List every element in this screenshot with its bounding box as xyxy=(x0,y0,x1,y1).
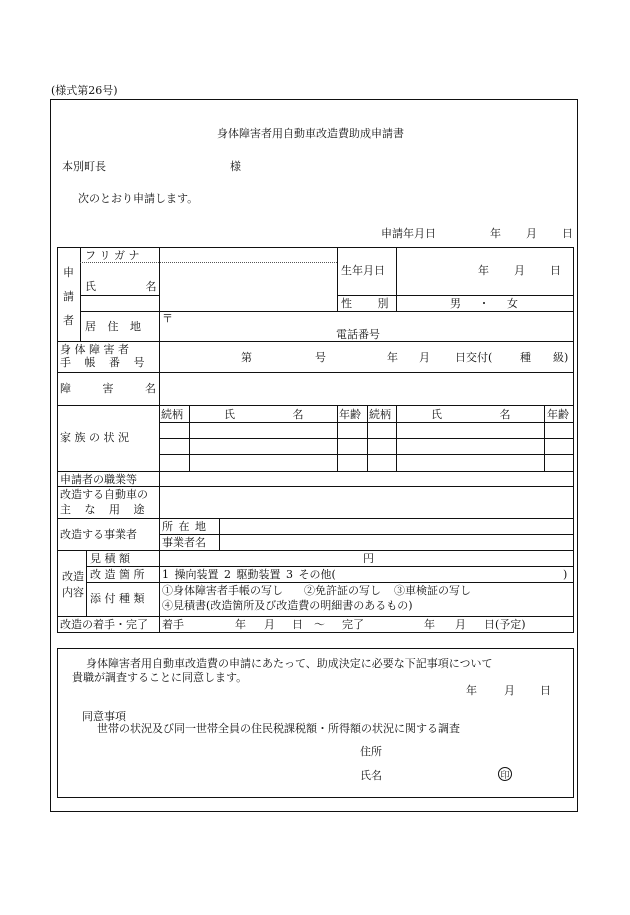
family-col-relation-2: 続柄 xyxy=(369,408,391,421)
furigana-label: フ リ ガ ナ xyxy=(85,249,140,262)
sex-label: 性 別 xyxy=(341,297,389,310)
family-col-name-1: 氏 名 xyxy=(224,408,304,421)
schedule-start: 着手 xyxy=(162,618,184,631)
schedule-start-year: 年 xyxy=(235,618,246,631)
phone-label: 電話番号 xyxy=(336,328,380,341)
estimate-yen: 円 xyxy=(363,552,374,565)
occupation-label: 申請者の職業等 xyxy=(60,473,137,486)
consent-text-line2: 貴職が調査することに同意します。 xyxy=(72,671,248,684)
form-title: 身体障害者用自動車改造費助成申請書 xyxy=(217,127,404,140)
consent-year: 年 xyxy=(466,684,477,697)
contractor-location-label: 所 在 地 xyxy=(162,520,206,533)
disability-name-label: 障 害 名 xyxy=(60,382,156,395)
birth-day: 日 xyxy=(550,264,561,277)
sex-options: 男 ・ 女 xyxy=(450,297,518,310)
intro-text: 次のとおり申請します。 xyxy=(78,192,199,205)
application-date-month: 月 xyxy=(526,227,537,240)
attachment-2: ②免許証の写し xyxy=(304,584,381,597)
schedule-tilde: 〜 xyxy=(314,618,325,631)
consent-item: 世帯の状況及び同一世帯全員の住民税課税額・所得額の状況に関する調査 xyxy=(97,722,460,735)
handbook-issued: 日交付( xyxy=(455,351,493,364)
addressee-name: 本別町長 xyxy=(62,160,106,173)
schedule-complete-day: 日(予定) xyxy=(484,618,526,631)
details-group-line1: 改造 xyxy=(62,570,84,583)
contractor-label: 改造する事業者 xyxy=(60,528,137,541)
handbook-year: 年 xyxy=(387,351,398,364)
attachment-3: ③車検証の写し xyxy=(394,584,471,597)
family-col-age-2: 年齢 xyxy=(547,408,569,421)
name-label: 氏 名 xyxy=(85,280,157,293)
attachment-4: ④見積書(改造箇所及び改造費の明細書のあるもの) xyxy=(162,599,413,612)
family-col-relation-1: 続柄 xyxy=(161,408,183,421)
application-date-year: 年 xyxy=(490,227,501,240)
handbook-label-line2: 手 帳 番 号 xyxy=(60,356,145,369)
schedule-complete-month: 月 xyxy=(455,618,466,631)
modification-location-options: 1 操向装置 2 駆動装置 3 その他( xyxy=(162,568,336,581)
schedule-start-day: 日 xyxy=(292,618,303,631)
family-col-name-2: 氏 名 xyxy=(431,408,511,421)
applicant-group-char-3: 者 xyxy=(63,314,74,327)
birth-date-label: 生年月日 xyxy=(341,264,385,277)
postal-mark: 〒 xyxy=(162,312,173,325)
handbook-no-suffix: 号 xyxy=(315,351,326,364)
modification-close-paren: ) xyxy=(563,568,568,581)
handbook-label-line1: 身 体 障 害 者 xyxy=(60,343,129,356)
handbook-grade-type: 種 xyxy=(520,351,531,364)
vehicle-use-line1: 改造する自動車の xyxy=(60,488,148,501)
birth-year: 年 xyxy=(478,264,489,277)
consent-items-title: 同意事項 xyxy=(82,710,126,723)
birth-month: 月 xyxy=(514,264,525,277)
seal-mark: 印 xyxy=(498,767,512,781)
handbook-month: 月 xyxy=(419,351,430,364)
schedule-complete: 完了 xyxy=(342,618,364,631)
vehicle-use-line2: 主 な 用 途 xyxy=(60,503,145,516)
consent-month: 月 xyxy=(504,684,515,697)
applicant-group-char-2: 請 xyxy=(63,290,74,303)
address-label: 居 住 地 xyxy=(85,320,141,333)
estimate-label: 見 積 額 xyxy=(90,552,130,565)
attachment-1: ①身体障害者手帳の写し xyxy=(162,584,283,597)
application-date-day: 日 xyxy=(562,227,573,240)
application-date-label: 申請年月日 xyxy=(381,227,436,240)
schedule-complete-year: 年 xyxy=(424,618,435,631)
attachments-label: 添 付 種 類 xyxy=(90,592,145,605)
handbook-grade: 級) xyxy=(553,351,569,364)
consent-name-label: 氏名 xyxy=(360,769,382,782)
applicant-group-char-1: 申 xyxy=(63,266,74,279)
modification-location-label: 改 造 箇 所 xyxy=(90,568,145,581)
schedule-label: 改造の着手・完了 xyxy=(60,618,148,631)
consent-text-line1: 身体障害者用自動車改造費の申請にあたって、助成決定に必要な下記事項について xyxy=(86,657,493,670)
family-col-age-1: 年齢 xyxy=(339,408,361,421)
details-group-line2: 内容 xyxy=(62,586,84,599)
addressee-honorific: 様 xyxy=(230,160,241,173)
form-number: (様式第26号) xyxy=(51,84,118,97)
family-label: 家 族 の 状 況 xyxy=(60,431,129,444)
schedule-start-month: 月 xyxy=(264,618,275,631)
consent-day: 日 xyxy=(540,684,551,697)
consent-address-label: 住所 xyxy=(360,745,382,758)
contractor-name-label: 事業者名 xyxy=(162,536,206,549)
handbook-no-prefix: 第 xyxy=(241,351,252,364)
